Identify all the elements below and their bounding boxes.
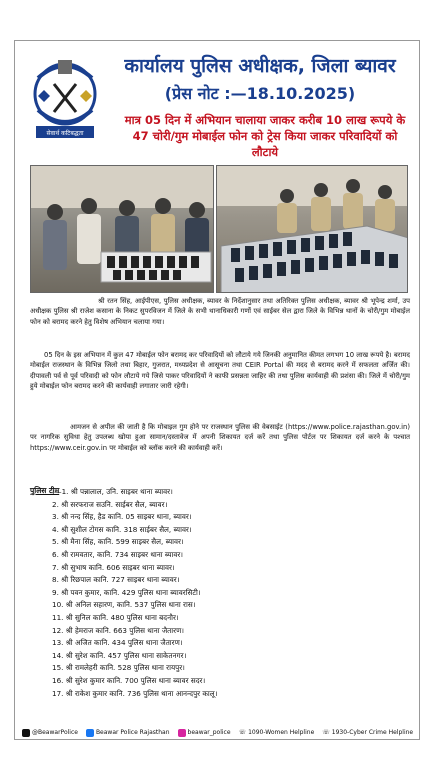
team-heading: पुलिस टीम (30, 486, 60, 495)
team-member: 2. श्री सरफराज सउनि. साईबर सैल, ब्यावर। (52, 499, 168, 509)
team-member: 5. श्री मैना सिंह, कानि. 599 साइबर सैल, ब्यावर। (52, 537, 184, 547)
footer-item-women-helpline[interactable]: ☏ 1090-Women Helpline (239, 727, 315, 739)
instagram-icon (178, 729, 186, 737)
team-member: 9. श्री पवन कुमार, कानि. 429 पुलिस थाना ब्यावरसिटी। (52, 587, 201, 597)
team-member-list (52, 486, 217, 700)
rajasthan-police-emblem-icon (26, 54, 104, 144)
social-footer (22, 727, 414, 739)
team-member: 4. श्री सुशील टोगस कानि. 318 साईबर सैल, ब्यावर। (52, 524, 192, 534)
phone-icon: ☏ (238, 729, 247, 736)
team-member: 7. श्री सुभाष कानि. 606 साइबर थाना ब्यावर। (52, 562, 175, 572)
photo-illustration (217, 166, 408, 293)
team-member: 15. श्री रामलेहरी कानि. 528 पुलिस थाना रायपुर। (52, 663, 185, 673)
team-member: 17. श्री राकेश कुमार कानि. 736 पुलिस थाना आनन्दपुर कालू। (52, 688, 218, 698)
footer-item-x[interactable]: @BeawarPolice (22, 727, 78, 739)
footer-item-facebook[interactable]: Beawar Police Rajasthan (86, 727, 170, 739)
team-member: 10. श्री अनिल सहारण, कानि. 537 पुलिस थाना रास। (52, 600, 196, 610)
footer-item-instagram[interactable]: beawar_police (178, 727, 231, 739)
paragraph-intro: श्री रतन सिंह, आईपीएस, पुलिस अधीक्षक, ब्यावर के निर्देशानुसार तथा अतिरिक्त पुलिस अधीक्षक, ब्यावर श्री भूपेन्द्र शर्मा, उप अधीक्षक पुलिस श्री राजेश कसाना के निकट सुपरविजन में जिले के सभी थानाधिकारी गणों एवं साईबर सेल द्वारा जिले के विभिन्न थानों के चोरी/गुम मोबाईल फोन को बरामद करने हेतु विशेष अभियान चलाया गया। (30, 297, 410, 326)
emblem-motto: सेवार्थ कटिबद्धता (46, 130, 84, 137)
office-title: कार्यालय पुलिस अधीक्षक, जिला ब्यावर (124, 55, 396, 77)
team-member: 14. श्री सुरेश कानि. 457 पुलिस थाना साकेतनगर। (52, 650, 187, 660)
team-member: :—1. श्री पन्नालाल, उनि. साइबर थाना ब्यावर। (52, 487, 173, 496)
paragraph-campaign-result: 05 दिन के इस अभियान में कुल 47 मोबाईल फोन बरामद कर परिवादियों को लौटाये गये जिनकी अनुमानित कीमत लगभग 10 लाख रूपये है। बरामद मोबाईल राजस्थान के विभिन्न जिलो तथा बिहार, गुजरात, मध्यप्रदेश से आसूचना तथा CEIR Portal की मदद से बरामद करने में सफलता अर्जित की। दीपावली पर्व से पूर्व परिवादी को फोन लौटाये गये जिसे पाकर परिवादियों ने काफी प्रसन्नता जाहिर की तथा पुलिस कार्यवाही की प्रशंसा की। जिले में चोरी/गुम हुये मोबाईल फोन बरामद करने की कार्यवाही लगातार जारी रहेगी। (30, 351, 410, 390)
x-icon (22, 729, 30, 737)
photo-officers-with-phones (30, 165, 214, 293)
phone-icon: ☏ (322, 729, 330, 736)
photo-recovered-phones-table (216, 165, 408, 293)
headline: मात्र 05 दिन में अभियान चालाया जाकर करीब 10 लाख रूपये के 47 चोरी/गुम मोबाईल फोन को ट्रेस किया जाकर परिवादियों को लौटाये (124, 113, 406, 159)
press-note-date: (प्रेस नोट :—18.10.2025) (164, 84, 356, 103)
facebook-icon (86, 729, 94, 737)
team-member: 12. श्री हेमराज कानि. 663 पुलिस थाना जैतारण। (52, 625, 184, 635)
paragraph-public-appeal: आमजन से अपील की जाती है कि मोबाइल गुम होने पर राजस्थान पुलिस की वेबसाईट (https://www.police.rajasthan.gov.in) पर नागरिक सुविधा हेतु उपलब्ध खोया हुआ सामान/दस्तावेज में अपनी शिकायत दर्ज करें तथा पुलिस पोर्टल पर शिकायत दर्ज करने के पश्चात https://www.ceir.gov.in पर मोबाईल को ब्लॉक करने की कार्यवाही करें। (30, 423, 410, 452)
footer-item-cyber-helpline[interactable]: ☏ 1930-Cyber Crime Helpline (322, 727, 413, 739)
team-member: 3. श्री नन्द सिंह, हैड कानि. 05 साइबर थाना, ब्यावर। (52, 512, 192, 522)
photo-illustration (31, 166, 214, 293)
team-member: 6. श्री रामवतार, कानि. 734 साइबर थाना ब्यावर। (52, 549, 184, 559)
team-member: 13. श्री अजित कानि. 434 पुलिस थाना जैतारण। (52, 638, 183, 648)
team-member: 16. श्री सुरेश कुमार कानि. 700 पुलिस थाना ब्यावर सदर। (52, 675, 206, 685)
team-member: 11. श्री सुनिल कानि. 480 पुलिस थाना बदनौर। (52, 612, 179, 622)
team-member: 8. श्री रिछपाल कानि. 727 साइबर थाना ब्यावर। (52, 575, 180, 585)
